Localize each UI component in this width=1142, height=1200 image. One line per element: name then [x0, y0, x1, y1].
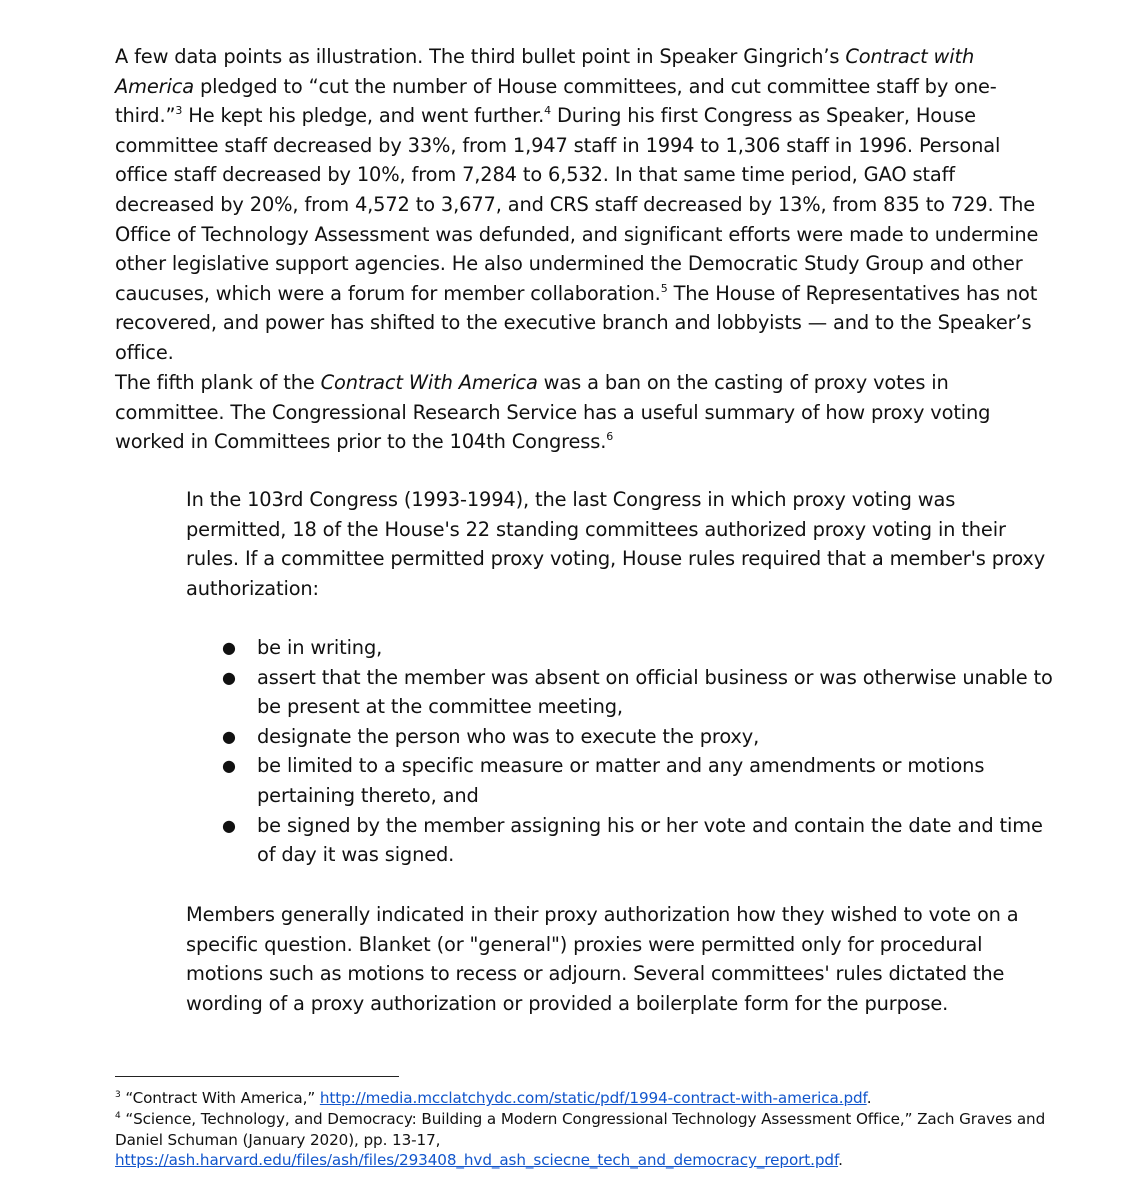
list-item — [186, 811, 1056, 870]
bullet-icon: ● — [222, 726, 236, 746]
text-run: During his first Congress as Speaker, House committee staff decreased by 33%, from 1,947 staff in 1994 to 1,306 staff in 1996. Personal office staff decreased by 10%, from 7,284 to 6,532. In that same time period, GAO staff decreased by 20%, from 4,572 to 3,677, and CRS staff decreased by 13%, from 835 to 729. The Office of Technology Assessment was defunded, and significant efforts were made to undermine other legislative support agencies. He also undermined the Democratic Study Group and other caucuses, which were a forum for member collaboration. — [115, 104, 1039, 305]
bullet-icon: ● — [222, 667, 236, 687]
text-run: was a ban on the casting of proxy votes in committee. The Congressional Research Service has a useful summary of how proxy voting worked in Committees prior to the 104th Congress. — [115, 371, 991, 454]
bullet-list — [186, 633, 1056, 870]
list-item — [186, 663, 1056, 722]
list-item-text: be in writing, — [257, 636, 383, 659]
footnote-link[interactable]: http://media.mcclatchydc.com/static/pdf/1994-contract-with-america.pdf — [319, 1089, 867, 1107]
list-item-text: designate the person who was to execute the proxy, — [257, 724, 760, 748]
footnote-text: “Contract With America,” — [120, 1089, 320, 1107]
paragraph-contract-data — [115, 42, 1045, 368]
list-item — [186, 722, 1056, 752]
paragraph-fifth-plank — [115, 368, 1045, 457]
footnote-ref-6[interactable]: 6 — [606, 430, 614, 444]
footnote-number: 3 — [115, 1090, 121, 1100]
footnote-number: 4 — [115, 1110, 121, 1121]
italic-title: Contract With America — [320, 371, 538, 394]
footnote-end: . — [866, 1089, 872, 1107]
footnote-divider — [115, 1076, 399, 1077]
footnote-text: “Science, Technology, and Democracy: Building a Modern Congressional Technology Assessment Office,” Zach Graves and Daniel Schuman (January 2020), pp. 13-17, — [115, 1109, 1046, 1149]
list-item — [186, 633, 1056, 663]
bullet-icon: ● — [222, 638, 236, 657]
bullet-icon: ● — [222, 815, 236, 835]
list-item-text: assert that the member was absent on official business or was otherwise unable to be present at the committee meeting, — [257, 665, 1053, 719]
text-run: pledged to “cut the number of House committees, and cut committee staff by one-third.” — [115, 74, 997, 128]
list-item — [186, 751, 1056, 810]
footnote-end: . — [838, 1151, 843, 1170]
block-quote-conclusion: Members generally indicated in their proxy authorization how they wished to vote on a specific question. Blanket (or "general") proxies were permitted only for procedural motions such as motions to recess or adjourn. Several committees' rules dictated the wording of a proxy authorization or provided a boilerplate form for the purpose. — [186, 903, 1019, 1015]
footnote-3 — [115, 1088, 1055, 1109]
text-run: He kept his pledge, and went further. — [182, 104, 545, 128]
footnote-4 — [115, 1109, 1055, 1171]
footnote-ref-4[interactable]: 4 — [544, 104, 551, 118]
list-item-text: be limited to a specific measure or matter and any amendments or motions pertaining thereto, and — [257, 754, 985, 807]
bullet-icon: ● — [222, 756, 236, 776]
text-run: The House of Representatives has not recovered, and power has shifted to the executive branch and lobbyists — and to the Speaker’s office. — [115, 281, 1038, 364]
footnote-ref-5[interactable]: 5 — [660, 281, 668, 295]
footnote-ref-3[interactable]: 3 — [175, 104, 183, 118]
block-quote-intro: In the 103rd Congress (1993-1994), the last Congress in which proxy voting was permitted, 18 of the House's 22 standing committees authorized proxy voting in their rules. If a committee permitted proxy voting, House rules required that a member's proxy authorization: — [186, 488, 1046, 600]
italic-title: Contract with America — [115, 45, 975, 98]
list-item-text: be signed by the member assigning his or her vote and contain the date and time of day it was signed. — [257, 813, 1043, 867]
text-run: The fifth plank of the — [115, 371, 321, 394]
footnote-link[interactable]: https://ash.harvard.edu/files/ash/files/293408_hvd_ash_sciecne_tech_and_democracy_report.pdf — [115, 1151, 839, 1170]
footnotes — [115, 1088, 1055, 1171]
text-run: A few data points as illustration. The third bullet point in Speaker Gingrich’s — [115, 45, 846, 68]
